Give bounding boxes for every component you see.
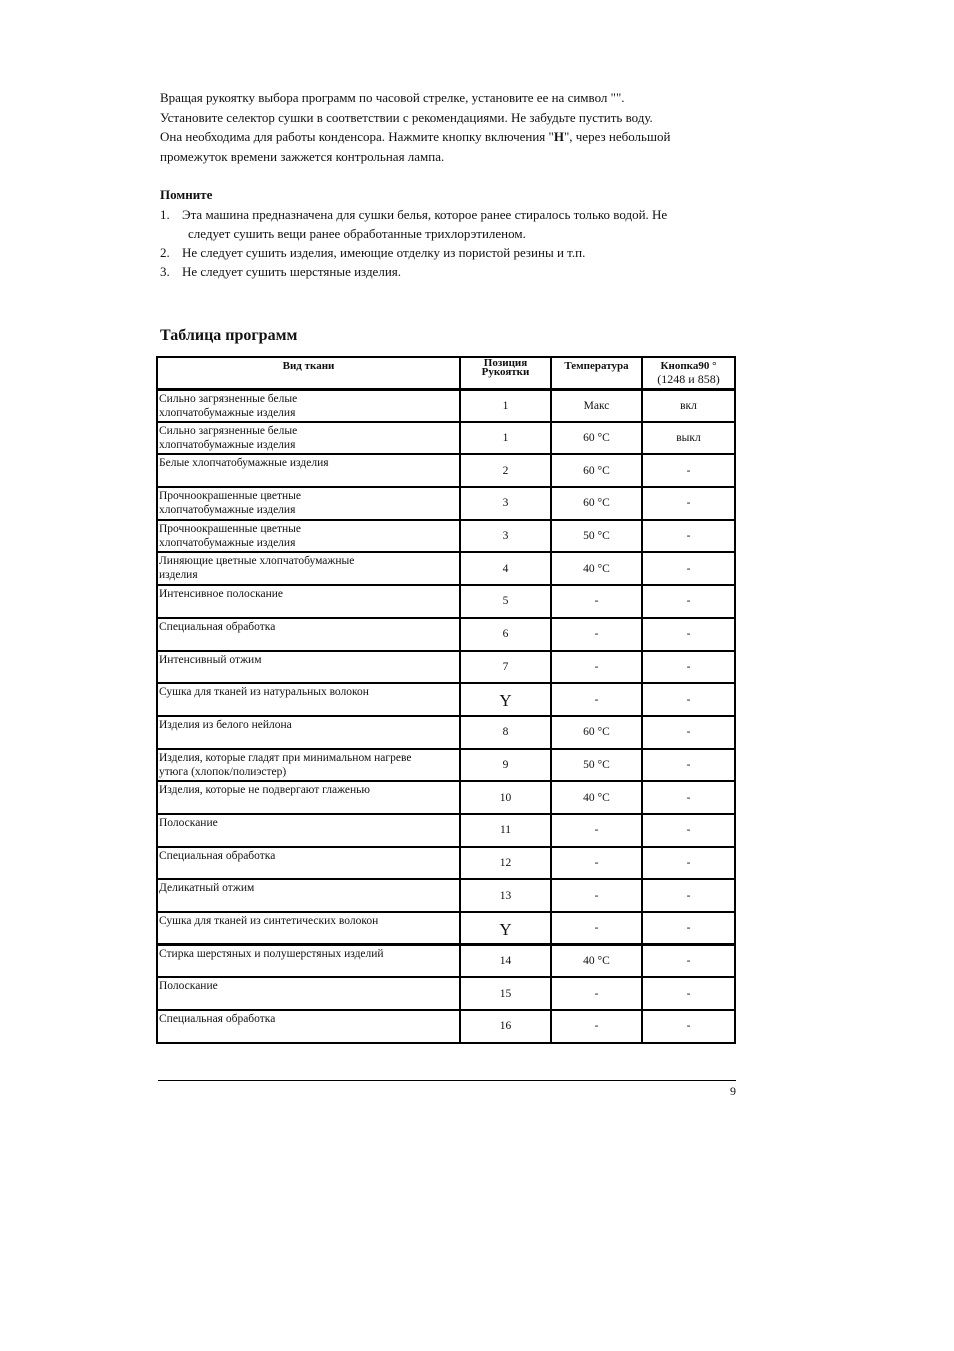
fabric-line: Полоскание: [159, 980, 218, 993]
cell-fabric: [157, 520, 460, 553]
table-row: [157, 683, 735, 716]
cell-temperature: -: [551, 683, 642, 716]
fabric-line: Сушка для тканей из синтетических волокон: [159, 915, 379, 927]
cell-position: 10: [460, 781, 551, 814]
header-temperature: Температура: [551, 357, 642, 389]
cell-fabric: [157, 781, 460, 814]
fabric-line: хлопчатобумажные изделия: [159, 504, 296, 517]
cell-fabric: [157, 945, 460, 978]
fabric-line: Белые хлопчатобумажные изделия: [159, 457, 329, 470]
cell-position: 1: [460, 389, 551, 422]
cell-position: 3: [460, 520, 551, 553]
cell-button: -: [642, 618, 735, 651]
cell-button: -: [642, 879, 735, 912]
cell-temperature: -: [551, 847, 642, 880]
cell-position: 3: [460, 487, 551, 520]
cell-button: -: [642, 552, 735, 585]
fabric-line: Полоскание: [159, 816, 218, 829]
cell-fabric: [157, 552, 460, 585]
cell-position: 6: [460, 618, 551, 651]
cell-fabric: [157, 422, 460, 455]
cell-fabric: [157, 716, 460, 749]
cell-button: -: [642, 585, 735, 618]
item-text: Эта машина предназначена для сушки белья, которое ранее стиралось только водой. Не: [182, 207, 668, 222]
header-position-line: Позиция: [483, 357, 528, 369]
cell-fabric: [157, 847, 460, 880]
remember-item: [160, 205, 760, 243]
cell-fabric: [157, 683, 460, 716]
table-row: [157, 422, 735, 455]
cell-button: выкл: [642, 422, 735, 455]
remember-title: Помните: [160, 187, 213, 202]
cell-position: 5: [460, 585, 551, 618]
intro-paragraph: [160, 88, 760, 166]
cell-button: -: [642, 945, 735, 978]
fabric-line: хлопчатобумажные изделия: [159, 438, 296, 451]
cell-position: 7: [460, 651, 551, 684]
fabric-line: утюга (хлопок/полиэстер): [159, 765, 287, 778]
cell-button: -: [642, 716, 735, 749]
cell-fabric: [157, 1010, 460, 1043]
header-button-label: Кнопка90 °: [660, 360, 717, 372]
fabric-line: Изделия из белого нейлона: [159, 718, 292, 731]
item-text: Не следует сушить шерстяные изделия.: [182, 264, 402, 279]
fabric-line: хлопчатобумажные изделия: [159, 536, 296, 549]
cell-position: 11: [460, 814, 551, 847]
fabric-line: Специальная обработка: [159, 620, 276, 633]
cell-temperature: -: [551, 1010, 642, 1043]
fabric-line: Деликатный отжим: [159, 882, 255, 895]
cell-button: -: [642, 977, 735, 1010]
table-row: [157, 1010, 735, 1043]
intro-text: ", через небольшой: [563, 129, 671, 144]
table-row: [157, 389, 735, 422]
remember-item: [160, 262, 760, 281]
cell-temperature: Макс: [551, 389, 642, 422]
fabric-line: Прочноокрашенные цветные: [159, 522, 301, 535]
table-body: [157, 389, 735, 1043]
cell-position: 9: [460, 749, 551, 782]
cell-position: 8: [460, 716, 551, 749]
cell-position: Y: [460, 683, 551, 716]
item-text: Не следует сушить изделия, имеющие отделку из пористой резины и т.п.: [182, 245, 586, 260]
cell-fabric: [157, 651, 460, 684]
cell-position: 14: [460, 945, 551, 978]
footer-rule: [158, 1080, 736, 1081]
cell-temperature: -: [551, 651, 642, 684]
table-row: [157, 618, 735, 651]
fabric-line: Специальная обработка: [159, 849, 276, 862]
cell-position: 1: [460, 422, 551, 455]
cell-button: вкл: [642, 389, 735, 422]
cell-temperature: -: [551, 977, 642, 1010]
cell-fabric: [157, 977, 460, 1010]
cell-button: -: [642, 520, 735, 553]
cell-position: 12: [460, 847, 551, 880]
header-position-line: Рукоятки: [481, 366, 530, 378]
table-row: [157, 552, 735, 585]
cell-temperature: 60 °С: [551, 487, 642, 520]
item-number: 3.: [160, 264, 170, 279]
header-button-models: (1248 и 858): [657, 372, 720, 386]
remember-item: [160, 243, 760, 262]
cell-button: -: [642, 487, 735, 520]
fabric-line: Прочноокрашенные цветные: [159, 490, 301, 503]
cell-fabric: [157, 389, 460, 422]
intro-line: Вращая рукоятку выбора программ по часовой стрелке, установите ее на символ "".: [160, 90, 625, 105]
fabric-line: Изделия, которые гладят при минимальном нагреве: [159, 751, 412, 764]
intro-line: [160, 127, 760, 147]
fabric-line: Сушка для тканей из натуральных волокон: [159, 686, 369, 699]
cell-temperature: -: [551, 585, 642, 618]
cell-button: -: [642, 781, 735, 814]
item-text-continuation: следует сушить вещи ранее обработанные трихлорэтиленом.: [188, 226, 526, 241]
remember-list: [160, 205, 760, 281]
table-row: [157, 879, 735, 912]
cell-temperature: 50 °С: [551, 749, 642, 782]
cell-fabric: [157, 487, 460, 520]
table-row: [157, 520, 735, 553]
cell-fabric: [157, 749, 460, 782]
cell-fabric: [157, 618, 460, 651]
cell-position: 2: [460, 454, 551, 487]
cell-button: -: [642, 912, 735, 945]
fabric-line: Изделия, которые не подвергают глаженью: [159, 784, 371, 797]
cell-temperature: -: [551, 618, 642, 651]
cell-fabric: [157, 585, 460, 618]
cell-temperature: -: [551, 814, 642, 847]
fabric-line: изделия: [159, 569, 198, 582]
table-row: [157, 487, 735, 520]
header-fabric: Вид ткани: [157, 357, 460, 389]
header-button: [642, 357, 735, 389]
table-row: [157, 749, 735, 782]
table-row: [157, 847, 735, 880]
cell-button: -: [642, 683, 735, 716]
table-row: [157, 977, 735, 1010]
cell-temperature: 40 °С: [551, 945, 642, 978]
table-row: [157, 585, 735, 618]
cell-button: -: [642, 1010, 735, 1043]
cell-temperature: 40 °С: [551, 781, 642, 814]
cell-button: -: [642, 814, 735, 847]
fabric-line: Сильно загрязненные белые: [159, 392, 298, 405]
table-row: [157, 454, 735, 487]
cell-position: 15: [460, 977, 551, 1010]
table-title: Таблица программ: [160, 327, 298, 344]
fabric-line: Стирка шерстяных и полушерстяных изделий: [159, 948, 384, 961]
cell-button: -: [642, 651, 735, 684]
cell-fabric: [157, 879, 460, 912]
fabric-line: Интенсивный отжим: [159, 653, 262, 666]
table-row: [157, 716, 735, 749]
intro-text: Она необходима для работы конденсора. Нажмите кнопку включения ": [160, 129, 554, 144]
cell-temperature: 60 °С: [551, 454, 642, 487]
table-header-row: [157, 357, 735, 389]
table-row: [157, 651, 735, 684]
table-row: [157, 781, 735, 814]
item-number: 2.: [160, 245, 170, 260]
fabric-line: Интенсивное полоскание: [159, 588, 284, 601]
cell-temperature: 60 °С: [551, 716, 642, 749]
cell-temperature: 60 °С: [551, 422, 642, 455]
item-number: 1.: [160, 207, 170, 222]
intro-line: промежуток времени зажжется контрольная лампа.: [160, 148, 445, 164]
cell-fabric: [157, 814, 460, 847]
remember-section: [160, 185, 760, 281]
cell-button: -: [642, 749, 735, 782]
table-row: [157, 912, 735, 945]
table-row: [157, 945, 735, 978]
cell-position: 13: [460, 879, 551, 912]
cell-temperature: -: [551, 879, 642, 912]
page-number: 9: [730, 1084, 736, 1098]
cell-position: 4: [460, 552, 551, 585]
cell-button: -: [642, 454, 735, 487]
fabric-line: Сильно загрязненные белые: [159, 424, 298, 437]
cell-position: Y: [460, 912, 551, 945]
cell-fabric: [157, 454, 460, 487]
cell-fabric: [157, 912, 460, 945]
cell-temperature: 50 °С: [551, 520, 642, 553]
program-table: [156, 356, 736, 1044]
intro-line: Установите селектор сушки в соответствии с рекомендациями. Не забудьте пустить воду.: [160, 109, 653, 125]
fabric-line: Линяющие цветные хлопчатобумажные: [159, 555, 355, 568]
cell-button: -: [642, 847, 735, 880]
table-row: [157, 814, 735, 847]
cell-temperature: 40 °С: [551, 552, 642, 585]
cell-position: 16: [460, 1010, 551, 1043]
power-button-label: H: [553, 129, 564, 144]
fabric-line: Специальная обработка: [159, 1013, 276, 1026]
header-position: [460, 357, 551, 389]
fabric-line: хлопчатобумажные изделия: [159, 406, 296, 419]
cell-temperature: -: [551, 912, 642, 945]
